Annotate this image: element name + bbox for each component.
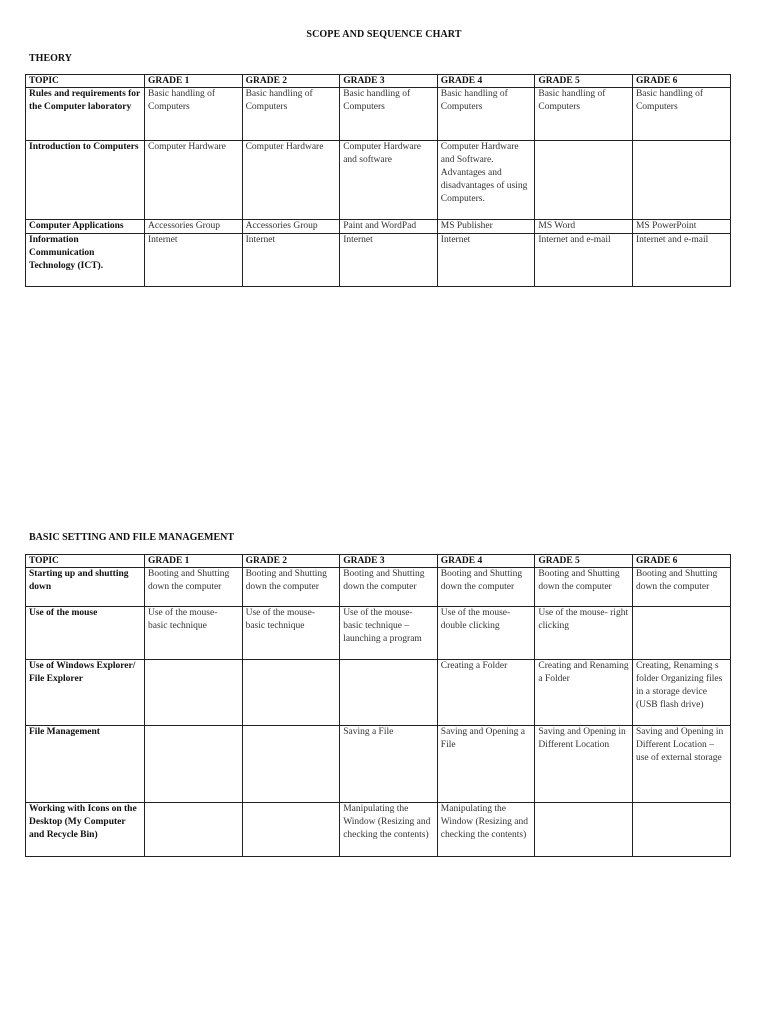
grade-cell <box>242 803 340 857</box>
header-grade-1: GRADE 1 <box>145 555 243 568</box>
grade-cell: Use of the mouse- basic technique – launching a program <box>340 607 438 660</box>
grade-cell: MS Word <box>535 220 633 234</box>
theory-header-row <box>26 75 731 88</box>
grade-cell: Basic handling of Computers <box>632 88 730 141</box>
table-row <box>26 234 731 287</box>
grade-cell: Use of the mouse- basic technique <box>242 607 340 660</box>
grade-cell <box>535 141 633 220</box>
topic-cell: Introduction to Computers <box>26 141 145 220</box>
table-row <box>26 726 731 803</box>
grade-cell: Use of the mouse- double clicking <box>437 607 535 660</box>
grade-cell: Internet and e-mail <box>632 234 730 287</box>
table-row <box>26 568 731 607</box>
grade-cell: Booting and Shutting down the computer <box>632 568 730 607</box>
grade-cell: Basic handling of Computers <box>340 88 438 141</box>
grade-cell: Internet <box>242 234 340 287</box>
grade-cell <box>632 141 730 220</box>
topic-cell: Rules and requirements for the Computer laboratory <box>26 88 145 141</box>
grade-cell: Basic handling of Computers <box>145 88 243 141</box>
grade-cell: Use of the mouse- basic technique <box>145 607 243 660</box>
grade-cell: Manipulating the Window (Resizing and checking the contents) <box>340 803 438 857</box>
grade-cell: Accessories Group <box>242 220 340 234</box>
theory-heading: THEORY <box>29 53 72 64</box>
header-grade-4: GRADE 4 <box>437 75 535 88</box>
grade-cell: Computer Hardware and software <box>340 141 438 220</box>
grade-cell: Basic handling of Computers <box>242 88 340 141</box>
grade-cell: Booting and Shutting down the computer <box>437 568 535 607</box>
topic-cell: Use of the mouse <box>26 607 145 660</box>
header-grade-3: GRADE 3 <box>340 75 438 88</box>
header-grade-6: GRADE 6 <box>632 555 730 568</box>
grade-cell: Computer Hardware <box>145 141 243 220</box>
topic-cell: Starting up and shutting down <box>26 568 145 607</box>
header-grade-2: GRADE 2 <box>242 75 340 88</box>
table-row <box>26 88 731 141</box>
topic-cell: Working with Icons on the Desktop (My Computer and Recycle Bin) <box>26 803 145 857</box>
basic-header-row <box>26 555 731 568</box>
grade-cell <box>340 660 438 726</box>
header-grade-6: GRADE 6 <box>632 75 730 88</box>
basic-setting-table <box>25 554 731 857</box>
grade-cell: Internet and e-mail <box>535 234 633 287</box>
table-row <box>26 141 731 220</box>
topic-cell: Information Communication Technology (ICT). <box>26 234 145 287</box>
grade-cell <box>145 660 243 726</box>
grade-cell <box>242 726 340 803</box>
grade-cell <box>242 660 340 726</box>
header-grade-1: GRADE 1 <box>145 75 243 88</box>
grade-cell: Paint and WordPad <box>340 220 438 234</box>
grade-cell: MS PowerPoint <box>632 220 730 234</box>
grade-cell: Booting and Shutting down the computer <box>242 568 340 607</box>
grade-cell: MS Publisher <box>437 220 535 234</box>
grade-cell: Booting and Shutting down the computer <box>145 568 243 607</box>
grade-cell: Accessories Group <box>145 220 243 234</box>
grade-cell <box>632 607 730 660</box>
grade-cell: Internet <box>340 234 438 287</box>
table-row <box>26 607 731 660</box>
grade-cell <box>145 803 243 857</box>
grade-cell: Internet <box>437 234 535 287</box>
grade-cell: Computer Hardware <box>242 141 340 220</box>
grade-cell: Basic handling of Computers <box>535 88 633 141</box>
topic-cell: File Management <box>26 726 145 803</box>
grade-cell: Saving and Opening in Different Location <box>535 726 633 803</box>
grade-cell <box>145 726 243 803</box>
header-grade-5: GRADE 5 <box>535 555 633 568</box>
header-grade-3: GRADE 3 <box>340 555 438 568</box>
document-title: SCOPE AND SEQUENCE CHART <box>306 29 462 40</box>
grade-cell: Basic handling of Computers <box>437 88 535 141</box>
header-topic: TOPIC <box>26 555 145 568</box>
grade-cell: Internet <box>145 234 243 287</box>
table-row <box>26 660 731 726</box>
grade-cell: Manipulating the Window (Resizing and checking the contents) <box>437 803 535 857</box>
grade-cell: Creating, Renaming s folder Organizing files in a storage device (USB flash drive) <box>632 660 730 726</box>
topic-cell: Use of Windows Explorer/ File Explorer <box>26 660 145 726</box>
header-grade-4: GRADE 4 <box>437 555 535 568</box>
grade-cell: Booting and Shutting down the computer <box>535 568 633 607</box>
header-topic: TOPIC <box>26 75 145 88</box>
grade-cell: Saving and Opening a File <box>437 726 535 803</box>
grade-cell <box>632 803 730 857</box>
grade-cell: Creating and Renaming a Folder <box>535 660 633 726</box>
grade-cell: Use of the mouse- right clicking <box>535 607 633 660</box>
grade-cell: Booting and Shutting down the computer <box>340 568 438 607</box>
basic-setting-heading: BASIC SETTING AND FILE MANAGEMENT <box>29 532 235 543</box>
grade-cell: Saving and Opening in Different Location – use of external storage <box>632 726 730 803</box>
grade-cell <box>535 803 633 857</box>
table-row <box>26 803 731 857</box>
header-grade-2: GRADE 2 <box>242 555 340 568</box>
header-grade-5: GRADE 5 <box>535 75 633 88</box>
table-row <box>26 220 731 234</box>
grade-cell: Creating a Folder <box>437 660 535 726</box>
topic-cell: Computer Applications <box>26 220 145 234</box>
grade-cell: Saving a File <box>340 726 438 803</box>
theory-table <box>25 74 731 287</box>
grade-cell: Computer Hardware and Software. Advantages and disadvantages of using Computers. <box>437 141 535 220</box>
